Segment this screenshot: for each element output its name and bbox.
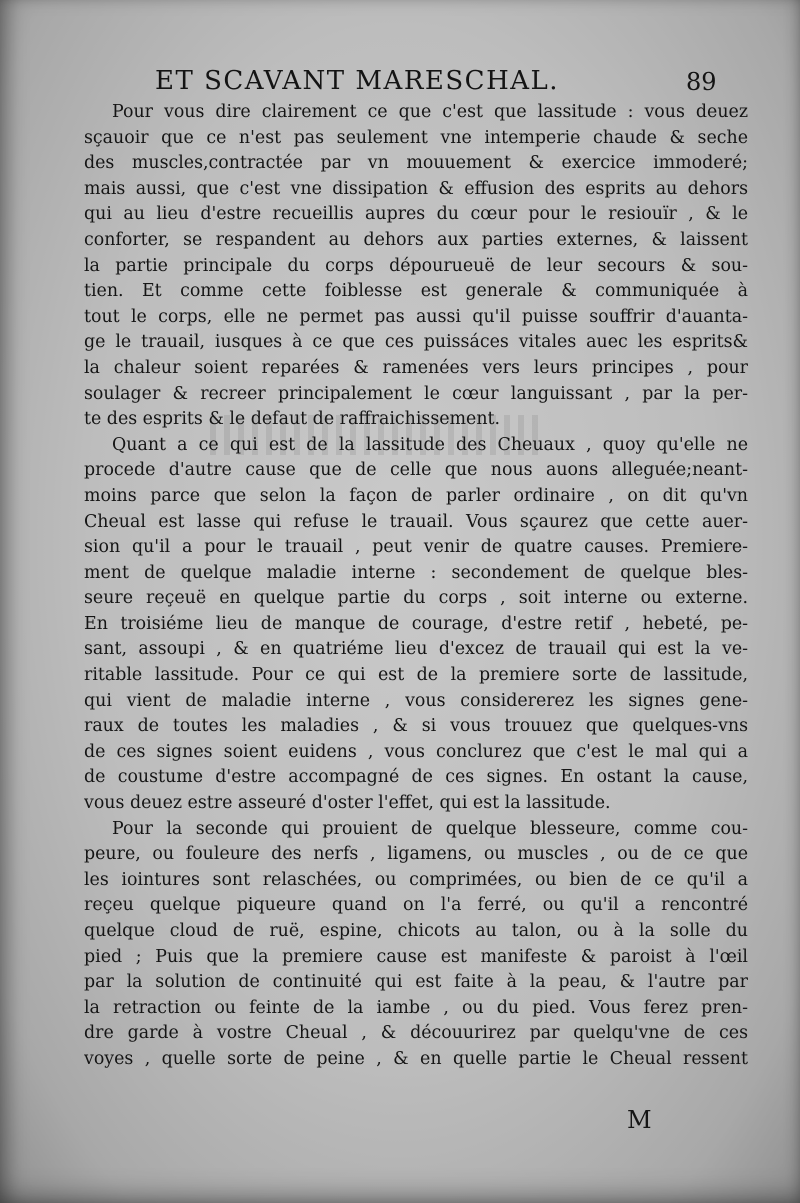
text-line: de coustume d'estre accompagné de ces signes. En ostant la cause, [84, 767, 748, 788]
text-line: les iointures sont relaschées, ou comprimées, ou bien de ce qu'il a [84, 869, 748, 890]
text-line: Quant a ce qui est de la lassitude des Cheuaux , quoy qu'elle ne [112, 434, 748, 455]
text-line: voyes , quelle sorte de peine , & en quelle partie le Cheual ressent [84, 1048, 748, 1069]
text-line: procede d'autre cause que de celle que nous auons alleguée;neant- [84, 460, 748, 481]
text-line: ritable lassitude. Pour ce qui est de la premiere sorte de lassitude, [84, 665, 748, 686]
paragraph-2 [84, 433, 748, 817]
text-line: sion qu'il a pour le trauail , peut venir de quatre causes. Premiere- [84, 537, 748, 558]
text-line: reçeu quelque piqueure quand on l'a ferré, ou qu'il a rencontré [84, 895, 748, 916]
text-line: mais aussi, que c'est vne dissipation & effusion des esprits au dehors [84, 178, 748, 199]
text-line: Cheual est lasse qui refuse le trauail. Vous sçaurez que cette auer- [84, 511, 748, 532]
text-line: la partie principale du corps dépourueuë de leur secours & sou- [84, 255, 748, 276]
text-line: la retraction ou feinte de la iambe , ou du pied. Vous ferez pren- [84, 997, 748, 1018]
text-line: peure, ou fouleure des nerfs , ligamens, ou muscles , ou de ce que [84, 844, 748, 865]
text-line: qui au lieu d'estre recueillis aupres du cœur pour le resiouïr , & le [84, 204, 748, 225]
paragraph-3 [84, 817, 748, 1073]
text-line: sant, assoupi , & en quatriéme lieu d'excez de trauail qui est la ve- [84, 639, 748, 660]
body-text [84, 100, 748, 1073]
text-line: te des esprits & le defaut de raffraichissement. [84, 409, 501, 430]
running-head: ET SCAVANT MARESCHAL. [155, 66, 560, 96]
text-line: soulager & recreer principalement le cœur languissant , par la per- [84, 383, 748, 404]
text-line: quelque cloud de ruë, espine, chicots au talon, ou à la solle du [84, 921, 748, 941]
text-line: ment de quelque maladie interne : secondement de quelque bles- [84, 562, 748, 583]
text-line: par la solution de continuité qui est faite à la peau, & l'autre par [84, 972, 748, 993]
text-line: pied ; Puis que la premiere cause est manifeste & paroist à l'œil [84, 946, 748, 967]
page-number: 89 [686, 68, 717, 96]
text-line: conforter, se respandent au dehors aux parties externes, & laissent [84, 229, 748, 250]
text-line: la chaleur soient reparées & ramenées vers leurs principes , pour [84, 357, 748, 378]
text-line: En troisiéme lieu de manque de courage, d'estre retif , hebeté, pe- [84, 613, 748, 634]
text-line: de ces signes soient euidens , vous conclurez que c'est le mal qui a [84, 741, 748, 762]
text-line: ge le trauail, iusques à ce que ces puissáces vitales auec les esprits& [84, 332, 748, 353]
paragraph-1 [84, 100, 748, 433]
text-line: tien. Et comme cette foiblesse est generale & communiquée à [84, 281, 748, 302]
text-line: sçauoir que ce n'est pas seulement vne intemperie chaude & seche [84, 127, 748, 148]
text-line: vous deuez estre asseuré d'oster l'effet, qui est la lassitude. [84, 793, 611, 814]
text-line: seure reçeuë en quelque partie du corps , soit interne ou externe. [84, 588, 748, 609]
text-line: raux de toutes les maladies , & si vous trouuez que quelques-vns [84, 716, 748, 737]
text-line: tout le corps, elle ne permet pas aussi qu'il puisse souffrir d'auanta- [84, 306, 748, 327]
text-line: Pour vous dire clairement ce que c'est que lassitude : vous deuez [112, 102, 748, 122]
signature-mark: M [627, 1106, 652, 1134]
text-line: moins parce que selon la façon de parler ordinaire , on dit qu'vn [84, 485, 748, 506]
text-line: qui vient de maladie interne , vous considererez les signes gene- [84, 690, 748, 711]
text-line: dre garde à vostre Cheual , & découurirez par quelqu'vne de ces [84, 1023, 748, 1044]
text-line: des muscles,contractée par vn mouuement & exercice immoderé; [84, 153, 748, 174]
text-line: Pour la seconde qui prouient de quelque blesseure, comme cou- [112, 818, 748, 839]
